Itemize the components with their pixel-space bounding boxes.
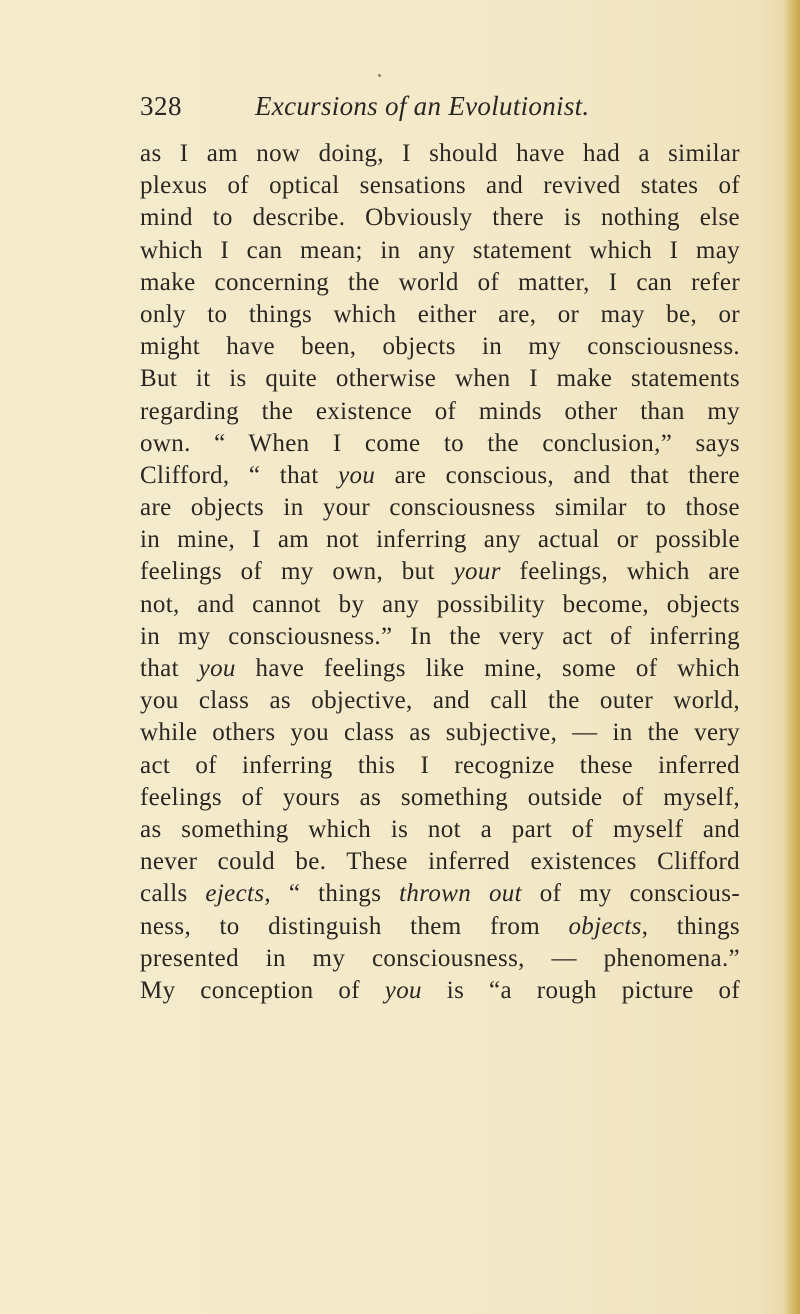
text-line xyxy=(140,943,740,975)
text-segment: of my conscious- xyxy=(521,880,740,908)
text-segment: in mine, I am not inferring any actual or possible xyxy=(140,526,740,554)
text-line xyxy=(140,975,740,1007)
text-segment: presented in my consciousness, — phenomena.” xyxy=(140,944,740,972)
text-line xyxy=(140,621,740,653)
text-segment: are objects in your consciousness similar to those xyxy=(140,494,740,522)
text-line xyxy=(140,717,740,749)
text-line xyxy=(140,782,740,814)
text-segment: never could be. These inferred existences Clifford xyxy=(140,848,740,876)
text-segment: , things xyxy=(641,912,740,940)
text-segment: have feelings like mine, some of which xyxy=(235,655,740,682)
text-segment: But it is quite otherwise when I make statements xyxy=(140,365,740,393)
text-line xyxy=(140,428,740,460)
text-line xyxy=(140,138,740,170)
page-number: 328 xyxy=(140,91,182,121)
text-segment: in my consciousness.” In the very act of inferring xyxy=(140,622,740,650)
italic-text: you xyxy=(198,655,236,682)
text-segment: not, and cannot by any possibility become, objects xyxy=(140,590,740,618)
text-line xyxy=(140,460,740,492)
text-segment: calls xyxy=(140,880,206,908)
text-segment: ness, to distinguish them from xyxy=(140,912,569,940)
text-segment: , “ things xyxy=(264,880,400,908)
text-line xyxy=(140,814,740,846)
text-line xyxy=(140,524,740,556)
text-line xyxy=(140,299,740,331)
text-segment: regarding the existence of minds other than my xyxy=(140,397,740,425)
text-line xyxy=(140,750,740,782)
text-segment: feelings of my own, but xyxy=(140,558,454,586)
italic-text: you xyxy=(384,976,422,1004)
paper-speck xyxy=(378,74,381,77)
text-line xyxy=(140,235,740,267)
italic-text: you xyxy=(338,461,376,489)
page-edge xyxy=(784,0,800,1314)
text-segment: make concerning the world of matter, I can refer xyxy=(140,268,740,296)
text-line xyxy=(140,685,740,717)
text-segment: that xyxy=(140,655,199,682)
text-segment: is “a rough picture of xyxy=(421,976,740,1004)
text-segment: as something which is not a part of myself and xyxy=(140,815,740,843)
text-line xyxy=(140,589,740,621)
text-line xyxy=(140,556,740,588)
text-line xyxy=(140,331,740,363)
running-title: Excursions of an Evolutionist. xyxy=(255,91,590,121)
text-segment: only to things which either are, or may be, or xyxy=(140,300,740,328)
text-segment: might have been, objects in my consciousness. xyxy=(140,333,740,361)
text-segment: which I can mean; in any statement which I may xyxy=(140,236,740,264)
text-segment: Clifford, “ that xyxy=(140,461,339,489)
text-line xyxy=(140,653,740,685)
text-line xyxy=(140,846,740,878)
italic-text: ejects xyxy=(205,880,265,908)
text-line xyxy=(140,492,740,524)
text-line xyxy=(140,170,740,202)
italic-text: objects xyxy=(568,912,642,940)
text-segment: mind to describe. Obviously there is nothing else xyxy=(140,204,740,232)
text-segment: plexus of optical sensations and revived states of xyxy=(140,172,740,200)
text-line xyxy=(140,878,740,910)
text-segment: feelings of yours as something outside of myself, xyxy=(140,783,740,811)
body-text xyxy=(140,138,740,1007)
text-line xyxy=(140,911,740,943)
text-line xyxy=(140,363,740,395)
text-line xyxy=(140,202,740,234)
text-segment: My conception of xyxy=(140,976,385,1004)
italic-text: thrown out xyxy=(399,880,522,908)
text-segment: while others you class as subjective, — in the very xyxy=(140,719,740,747)
page-header xyxy=(140,90,740,130)
text-segment: as I am now doing, I should have had a similar xyxy=(140,140,740,167)
text-segment: feelings, which are xyxy=(500,558,740,586)
text-segment: act of inferring this I recognize these inferred xyxy=(140,751,740,779)
text-segment: you class as objective, and call the outer world, xyxy=(140,687,740,715)
italic-text: your xyxy=(453,558,501,586)
text-line xyxy=(140,267,740,299)
text-segment: own. “ When I come to the conclusion,” says xyxy=(140,429,740,457)
text-segment: are conscious, and that there xyxy=(375,461,741,489)
text-line xyxy=(140,396,740,428)
